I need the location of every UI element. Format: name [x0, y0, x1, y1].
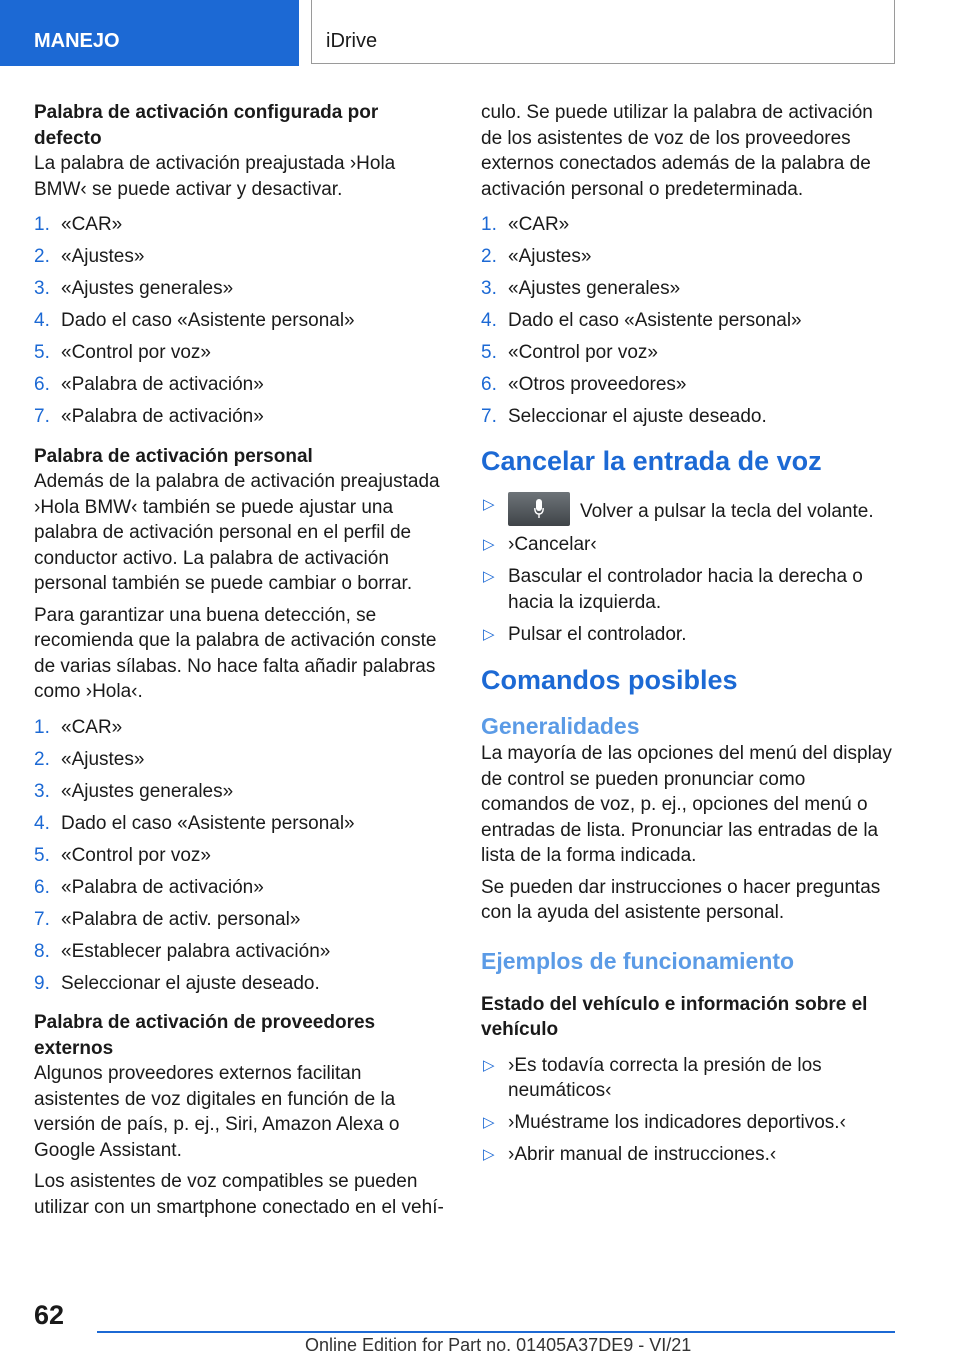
list-text: «Palabra de activación» — [61, 876, 264, 898]
list-number: 9. — [34, 972, 50, 994]
list-item — [34, 340, 448, 366]
paragraph: Se pueden dar instrucciones o hacer preguntas con la ayuda del asistente personal. — [481, 876, 881, 923]
list-text: ›Muéstrame los indicadores deportivos.‹ — [508, 1112, 846, 1133]
numbered-list — [34, 212, 448, 430]
list-number: 5. — [481, 342, 497, 363]
list-item — [481, 372, 895, 398]
paragraph: Además de la palabra de activación preajustada ›Hola BMW‹ también se puede ajustar una palabra de activación personal en el perfil de conductor activo. La palabra de activación personal también se puede cambiar o borrar. — [34, 471, 440, 594]
list-number: 3. — [34, 780, 50, 802]
list-item — [34, 715, 448, 741]
list-item — [481, 212, 895, 238]
list-text: Seleccionar el ajuste deseado. — [508, 406, 767, 427]
list-number: 4. — [481, 310, 497, 331]
list-number: 6. — [481, 374, 497, 395]
list-item — [34, 404, 448, 430]
paragraph: culo. Se puede utilizar la palabra de activación de los asistentes de voz de los proveedores externos conectados además de la palabra de activación personal o predeterminada. — [481, 102, 873, 200]
list-number: 2. — [34, 748, 50, 770]
paragraph: Los asistentes de voz compatibles se pueden utilizar con un smartphone conectado en el vehí- — [34, 1171, 444, 1218]
list-text: Dado el caso «Asistente personal» — [61, 310, 355, 331]
voice-button-image — [508, 492, 570, 526]
list-text: ›Es todavía correcta la presión de los neumáticos‹ — [508, 1054, 822, 1101]
heading-examples: Ejemplos de funcionamiento — [481, 947, 795, 974]
triangle-bullet-icon: ▷ — [483, 495, 495, 513]
list-number: 4. — [34, 812, 50, 834]
numbered-list — [481, 212, 895, 430]
footer-divider — [97, 1331, 895, 1333]
list-item — [34, 244, 448, 270]
list-item — [34, 747, 448, 773]
chapter-tab: iDrive — [311, 0, 895, 64]
list-text: «CAR» — [508, 214, 570, 235]
list-item — [34, 843, 448, 869]
section-tab: MANEJO — [0, 0, 299, 66]
triangle-bullet-icon: ▷ — [483, 1056, 495, 1074]
triangle-bullet-icon: ▷ — [483, 568, 495, 585]
triangle-bullet-icon: ▷ — [483, 625, 495, 643]
list-text: «Ajustes generales» — [61, 278, 234, 299]
list-number: 3. — [481, 278, 497, 299]
list-text: Seleccionar el ajuste deseado. — [61, 972, 320, 994]
list-item — [481, 1053, 895, 1104]
list-number: 2. — [34, 246, 50, 267]
list-number: 1. — [34, 214, 50, 235]
list-text: «Palabra de activación» — [61, 406, 264, 427]
page-number: 62 — [34, 1300, 65, 1330]
list-number: 7. — [481, 406, 497, 427]
right-column — [481, 100, 895, 1174]
subheading-external-wake-word: Palabra de activación de proveedores externos — [34, 1012, 376, 1059]
list-item — [34, 811, 448, 837]
list-item — [481, 1110, 895, 1136]
list-text: «Ajustes» — [61, 748, 145, 770]
list-number: 5. — [34, 844, 50, 866]
list-item — [481, 340, 895, 366]
list-text: «Ajustes generales» — [508, 278, 681, 299]
list-number: 6. — [34, 374, 50, 395]
list-text: «Otros proveedores» — [508, 374, 687, 395]
paragraph: Algunos proveedores externos facilitan asistentes de voz digitales en función de la versión de país, p. ej., Siri, Amazon Alexa o Google Assistant. — [34, 1063, 400, 1161]
list-item — [34, 212, 448, 238]
list-item — [34, 372, 448, 398]
list-number: 1. — [34, 716, 50, 738]
list-item — [34, 276, 448, 302]
list-number: 7. — [34, 406, 50, 427]
bullet-list-cancel — [481, 492, 895, 648]
list-text: «Palabra de activ. personal» — [61, 908, 301, 930]
list-text: «CAR» — [61, 716, 123, 738]
list-item: ▷ Bascular el controlador hacia la derecha o hacia la izquierda. — [483, 566, 863, 613]
list-text: «Ajustes» — [61, 246, 145, 267]
list-item: ▷ ›Cancelar‹ — [481, 532, 895, 558]
list-item — [481, 308, 895, 334]
heading-cancel-voice-input: Cancelar la entrada de voz — [481, 445, 822, 476]
left-column — [34, 100, 448, 1226]
paragraph: La palabra de activación preajustada ›Hola BMW‹ se puede activar y desactivar. — [34, 153, 396, 200]
triangle-bullet-icon: ▷ — [483, 1146, 495, 1163]
list-text: «Ajustes generales» — [61, 780, 234, 802]
list-number: 8. — [34, 940, 50, 962]
list-item — [481, 276, 895, 302]
heading-general: Generalidades — [481, 713, 640, 739]
subheading-personal-wake-word: Palabra de activación personal — [34, 445, 313, 467]
list-text: ›Abrir manual de instrucciones.‹ — [508, 1144, 777, 1165]
list-item: ▷ Pulsar el controlador. — [481, 622, 895, 648]
list-text: «CAR» — [61, 214, 123, 235]
list-number: 7. — [34, 908, 50, 930]
list-text: «Establecer palabra activación» — [61, 940, 331, 962]
list-text: «Palabra de activación» — [61, 374, 264, 395]
numbered-list — [34, 715, 448, 997]
list-text: «Control por voz» — [61, 844, 211, 866]
triangle-bullet-icon: ▷ — [483, 536, 495, 553]
list-number: 4. — [34, 310, 50, 331]
list-number: 3. — [34, 278, 50, 299]
list-text: «Control por voz» — [508, 342, 658, 363]
list-item — [34, 971, 448, 997]
list-item — [34, 907, 448, 933]
list-item — [34, 779, 448, 805]
heading-possible-commands: Comandos posibles — [481, 665, 738, 695]
bullet-list-examples — [481, 1053, 895, 1168]
list-number: 1. — [481, 214, 497, 235]
list-item — [34, 939, 448, 965]
paragraph: La mayoría de las opciones del menú del display de control se pueden pronunciar como comandos de voz, p. ej., opciones del menú o entradas de lista. Pronunciar las entradas de la lista de la forma indicada. — [481, 743, 892, 866]
list-number: 5. — [34, 342, 50, 363]
triangle-bullet-icon: ▷ — [483, 1114, 495, 1131]
list-text: «Control por voz» — [61, 342, 211, 363]
list-text: Dado el caso «Asistente personal» — [61, 812, 355, 834]
list-item — [34, 875, 448, 901]
edition-note: Online Edition for Part no. 01405A37DE9 - VI/21 — [305, 1335, 692, 1355]
list-text: Dado el caso «Asistente personal» — [508, 310, 802, 331]
subheading-vehicle-state: Estado del vehículo e información sobre el vehículo — [481, 993, 868, 1040]
page-header — [0, 0, 960, 66]
list-item — [34, 308, 448, 334]
subheading-default-wake-word: Palabra de activación configurada por defecto — [34, 102, 379, 149]
list-number: 6. — [34, 876, 50, 898]
list-number: 2. — [481, 246, 497, 267]
list-item — [481, 404, 895, 430]
list-item: ▷ Volver a pulsar la tecla del volante. — [481, 492, 895, 526]
list-item — [481, 244, 895, 270]
list-item — [481, 1142, 895, 1168]
list-text: «Ajustes» — [508, 246, 592, 267]
microphone-icon — [534, 499, 544, 519]
paragraph: Para garantizar una buena detección, se recomienda que la palabra de activación conste de varias sílabas. No hace falta añadir palabras como ›Hola‹. — [34, 604, 437, 702]
